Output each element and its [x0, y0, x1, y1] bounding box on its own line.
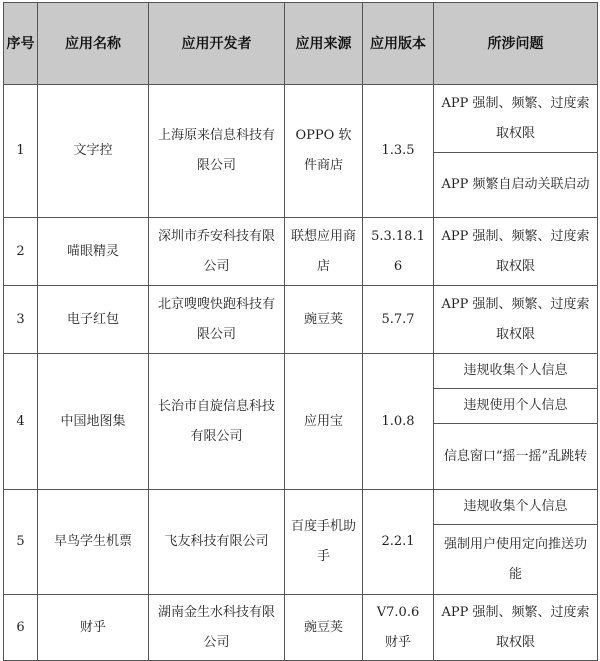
cell-issue: APP 强制、频繁、过度索取权限: [434, 286, 598, 354]
header-issues: 所涉问题: [434, 3, 598, 85]
cell-app-source: 豌豆荚: [285, 595, 363, 661]
cell-app-version: V7.0.6 财乎: [363, 595, 434, 661]
cell-issue: 强制用户使用定向推送功能: [434, 525, 598, 595]
cell-app-source: 百度手机助手: [285, 490, 363, 595]
header-app-name: 应用名称: [38, 3, 149, 85]
header-app-developer: 应用开发者: [149, 3, 285, 85]
cell-app-source: OPPO 软件商店: [285, 85, 363, 218]
table-row: [4, 595, 598, 661]
cell-serial-number: 3: [4, 286, 38, 354]
cell-app-name: 电子红包: [38, 286, 149, 354]
cell-issue: 违规使用个人信息: [434, 389, 598, 424]
cell-issue: APP 频繁自启动关联启动: [434, 153, 598, 218]
cell-issue: 违规收集个人信息: [434, 490, 598, 525]
cell-serial-number: 4: [4, 354, 38, 490]
header-app-version: 应用版本: [363, 3, 434, 85]
table-row: [4, 354, 598, 389]
cell-app-developer: 湖南金生水科技有限公司: [149, 595, 285, 661]
cell-serial-number: 6: [4, 595, 38, 661]
table-row: [4, 490, 598, 525]
table-row: [4, 286, 598, 354]
app-issues-table: [3, 2, 598, 661]
cell-issue: 信息窗口“摇一摇”乱跳转: [434, 424, 598, 490]
table-row: [4, 85, 598, 153]
cell-app-name: 喵眼精灵: [38, 218, 149, 286]
table-header-row: [4, 3, 598, 85]
cell-serial-number: 2: [4, 218, 38, 286]
cell-app-developer: 长治市自旋信息科技有限公司: [149, 354, 285, 490]
cell-app-name: 中国地图集: [38, 354, 149, 490]
cell-app-version: 2.2.1: [363, 490, 434, 595]
cell-issue: APP 强制、频繁、过度索取权限: [434, 85, 598, 153]
header-serial-number: 序号: [4, 3, 38, 85]
cell-app-version: 5.7.7: [363, 286, 434, 354]
cell-app-developer: 北京嗖嗖快跑科技有限公司: [149, 286, 285, 354]
cell-app-name: 文字控: [38, 85, 149, 218]
cell-app-name: 财乎: [38, 595, 149, 661]
cell-app-developer: 飞友科技有限公司: [149, 490, 285, 595]
cell-app-version: 1.3.5: [363, 85, 434, 218]
cell-app-source: 应用宝: [285, 354, 363, 490]
cell-app-developer: 深圳市乔安科技有限公司: [149, 218, 285, 286]
table-row: [4, 218, 598, 286]
cell-app-version: 1.0.8: [363, 354, 434, 490]
cell-app-version: 5.3.18.16: [363, 218, 434, 286]
cell-issue: 违规收集个人信息: [434, 354, 598, 389]
cell-issue: APP 强制、频繁、过度索取权限: [434, 595, 598, 661]
header-app-source: 应用来源: [285, 3, 363, 85]
cell-issue: APP 强制、频繁、过度索取权限: [434, 218, 598, 286]
cell-app-source: 联想应用商店: [285, 218, 363, 286]
cell-app-source: 豌豆荚: [285, 286, 363, 354]
cell-app-developer: 上海原来信息科技有限公司: [149, 85, 285, 218]
cell-app-name: 早鸟学生机票: [38, 490, 149, 595]
cell-serial-number: 1: [4, 85, 38, 218]
cell-serial-number: 5: [4, 490, 38, 595]
